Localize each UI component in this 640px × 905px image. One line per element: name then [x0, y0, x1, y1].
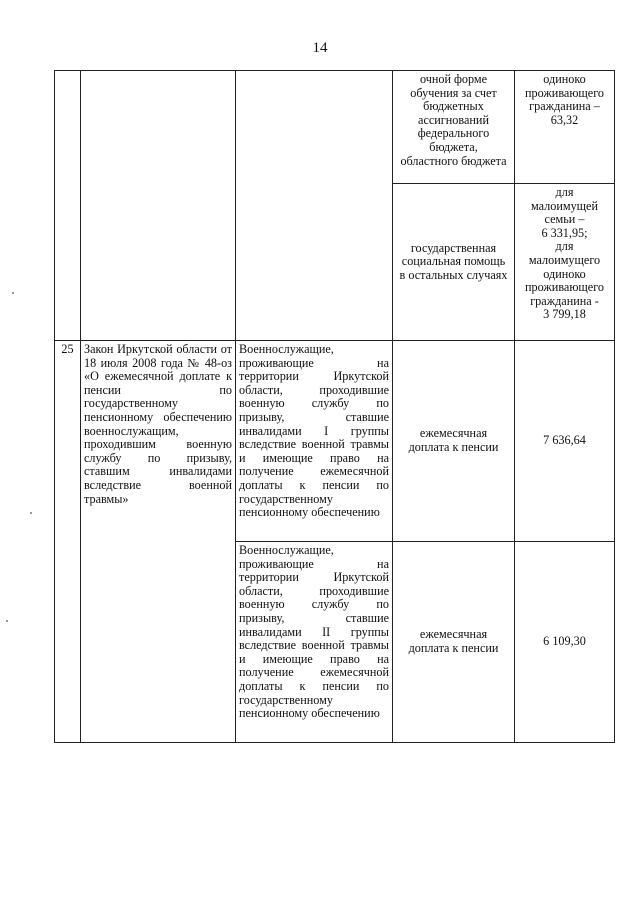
row-number-cell: 25 — [55, 341, 81, 743]
payment-type-cell: очной форме обучения за счет бюджетных ассигнований федерального бюджета, областного бюджета — [393, 71, 515, 184]
payment-type-cell: государственная социальная помощь в остальных случаях — [393, 184, 515, 341]
row-number-cell — [55, 71, 81, 341]
table-row — [55, 71, 615, 184]
recipient-cell: Военнослужащие, проживающие на территории Иркутской области, проходившие военную службу по призыву, ставшие инвалидами I группы вследствие военной травмы и имеющие право на получение ежемесячной доплаты к пенсии по государственному пенсионному обеспечению — [236, 341, 393, 542]
recipient-cell: Военнослужащие, проживающие на территории Иркутской области, проходившие военную службу по призыву, ставшие инвалидами II группы вследствие военной травмы и имеющие право на получение ежемесячной доплаты к пенсии по государственному пенсионному обеспечению — [236, 542, 393, 743]
payment-type-cell: ежемесячная доплата к пенсии — [393, 341, 515, 542]
amount-cell: 6 109,30 — [515, 542, 615, 743]
page-number: 14 — [312, 40, 328, 56]
law-cell: Закон Иркутской области от 18 июля 2008 года № 48-оз «О ежемесячной доплате к пенсии по государственному пенсионному обеспечению военнослужащим, проходившим военную службу по призыву, ставшим инвалидами вследствие военной травмы» — [81, 341, 236, 743]
amount-cell: для малоимущей семьи – 6 331,95; для малоимущего одиноко проживающего гражданина - 3 799,18 — [515, 184, 615, 341]
amount-cell: одиноко проживающего гражданина – 63,32 — [515, 71, 615, 184]
scan-speck — [30, 512, 32, 514]
scan-speck — [6, 620, 8, 622]
scan-speck — [12, 292, 14, 294]
recipient-cell — [236, 71, 393, 341]
table-row — [55, 341, 615, 542]
benefits-table — [54, 70, 615, 743]
law-cell — [81, 71, 236, 341]
payment-type-cell: ежемесячная доплата к пенсии — [393, 542, 515, 743]
amount-cell: 7 636,64 — [515, 341, 615, 542]
